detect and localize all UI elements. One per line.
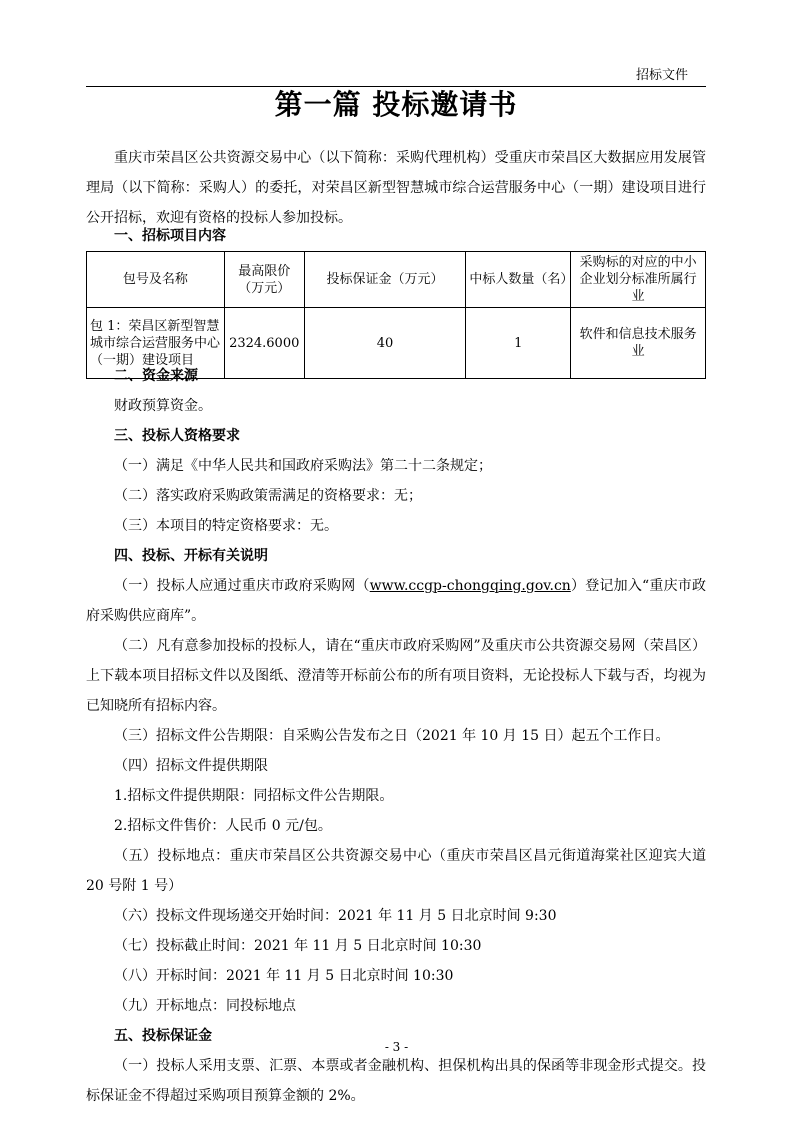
section2-text: 财政预算资金。 <box>114 398 212 414</box>
table-header-cell: 采购标的对应的中小企业划分标准所属行业 <box>571 252 706 308</box>
intro-paragraph: 重庆市荣昌区公共资源交易中心（以下简称：采购代理机构）受重庆市荣昌区大数据应用发展管理局（以下简称：采购人）的委托，对荣昌区新型智慧城市综合运营服务中心（一期）建设项目进行公开招标，欢迎有资格的投标人参加投标。 <box>86 150 706 226</box>
section3-item: （三）本项目的特定资格要求：无。 <box>114 518 338 534</box>
deposit-cell: 40 <box>304 308 466 379</box>
section4-item3: （三）招标文件公告期限：自采购公告发布之日（2021 年 10 月 15 日）起五个工作日。 <box>114 728 670 744</box>
count-cell: 1 <box>466 308 571 379</box>
main-body <box>86 361 706 1111</box>
table-header-cell: 投标保证金（万元） <box>304 252 466 308</box>
section4-item7: （七）投标截止时间：2021 年 11 月 5 日北京时间 10:30 <box>114 938 482 954</box>
section4-item4-2: 2.招标文件售价：人民币 0 元/包。 <box>114 818 332 834</box>
section4-heading: 四、投标、开标有关说明 <box>114 548 268 564</box>
package-name-cell: 包 1：荣昌区新型智慧城市综合运营服务中心（一期）建设项目 <box>87 308 225 379</box>
price-cell: 2324.6000 <box>224 308 304 379</box>
section4-item5: （五）投标地点：重庆市荣昌区公共资源交易中心（重庆市荣昌区昌元街道海棠社区迎宾大道 20 号附 1 号） <box>86 848 706 894</box>
section4-item1-pre: （一）投标人应通过重庆市政府采购网（ <box>114 578 370 594</box>
section3-item: （一）满足《中华人民共和国政府采购法》第二十二条规定； <box>114 458 492 474</box>
section4-item1-post: ）登记加入“重庆市政府采购供应商库”。 <box>86 578 706 624</box>
industry-cell: 软件和信息技术服务业 <box>571 308 706 379</box>
table-header-row <box>87 252 706 308</box>
section3-heading: 三、投标人资格要求 <box>114 428 240 444</box>
items-table <box>86 251 706 379</box>
section3-item: （二）落实政府采购政策需满足的资格要求：无； <box>114 488 422 504</box>
section1-block <box>86 221 706 251</box>
header-label: 招标文件 <box>636 68 689 83</box>
section4-item9: （九）开标地点：同投标地点 <box>114 998 296 1014</box>
section5-heading: 五、投标保证金 <box>114 1028 212 1044</box>
section4-item8: （八）开标时间：2021 年 11 月 5 日北京时间 10:30 <box>114 968 454 984</box>
page-title: 第一篇 投标邀请书 <box>274 88 518 121</box>
section4-item4: （四）招标文件提供期限 <box>114 758 268 774</box>
table-header-cell: 最高限价（万元） <box>224 252 304 308</box>
section5-item1: （一）投标人采用支票、汇票、本票或者金融机构、担保机构出具的保函等非现金形式提交。投标保证金不得超过采购项目预算金额的 2%。 <box>86 1058 706 1104</box>
table-header-cell: 包号及名称 <box>87 252 225 308</box>
intro-block <box>86 143 706 233</box>
section4-item1 <box>86 571 706 631</box>
section2-heading: 二、资金来源 <box>114 368 198 384</box>
table-header-cell: 中标人数量（名） <box>466 252 571 308</box>
section4-item6: （六）投标文件现场递交开始时间：2021 年 11 月 5 日北京时间 9:30 <box>114 908 557 924</box>
page-number: - 3 - <box>384 1040 409 1054</box>
section1-heading: 一、招标项目内容 <box>114 228 226 244</box>
ccgp-link[interactable]: www.ccgp-chongqing.gov.cn <box>369 578 571 594</box>
section4-item4-1: 1.招标文件提供期限：同招标文件公告期限。 <box>114 788 394 804</box>
section4-item2: （二）凡有意参加投标的投标人，请在“重庆市政府采购网”及重庆市公共资源交易网（荣昌区）上下载本项目招标文件以及图纸、澄清等开标前公布的所有项目资料，无论投标人下载与否，均视为已知晓所有招标内容。 <box>86 638 706 714</box>
